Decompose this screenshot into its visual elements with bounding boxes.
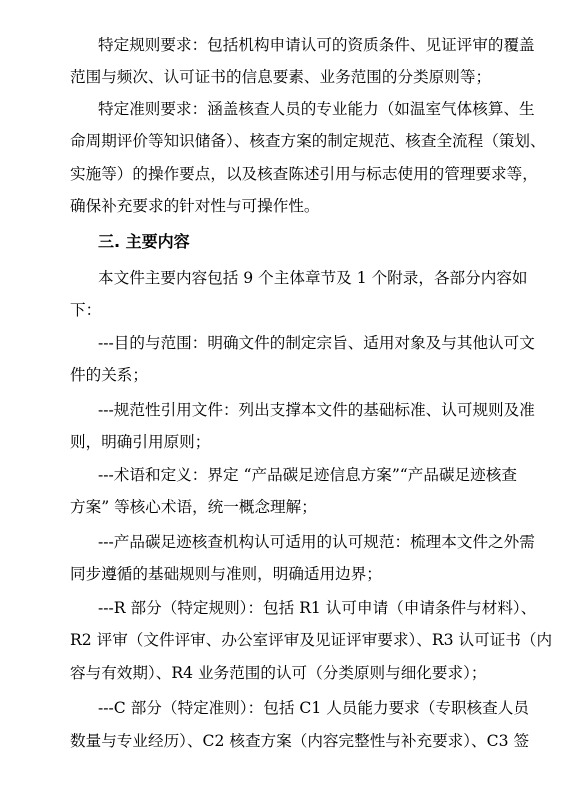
body-text-line: 命周期评价等知识储备）、核查方案的制定规范、核查全流程（策划、 bbox=[70, 132, 546, 150]
body-text-line: 特定准则要求：涵盖核查人员的专业能力（如温室气体核算、生 bbox=[98, 100, 535, 118]
body-text-line: 确保补充要求的针对性与可操作性。 bbox=[70, 197, 320, 215]
body-text-line: 本文件主要内容包括 9 个主体章节及 1 个附录，各部分内容如 bbox=[98, 269, 528, 287]
list-item-line: R2 评审（文件评审、办公室评审及见证评审要求）、R3 认可证书（内 bbox=[70, 631, 553, 649]
list-item-line: ---规范性引用文件：列出支撑本文件的基础标准、认可规则及准 bbox=[98, 401, 535, 419]
list-item-line: ---R 部分（特定规则）：包括 R1 认可申请（申请条件与材料）、 bbox=[98, 599, 537, 617]
list-item-line: ---目的与范围：明确文件的制定宗旨、适用对象及与其他认可文 bbox=[98, 334, 535, 352]
list-item-line: ---产品碳足迹核查机构认可适用的认可规范：梳理本文件之外需 bbox=[98, 533, 535, 551]
body-text-line: 下： bbox=[70, 301, 102, 319]
list-item-line: 方案” 等核心术语，统一概念理解； bbox=[70, 498, 317, 516]
list-item-line: 件的关系； bbox=[70, 366, 148, 384]
list-item-line: 则，明确引用原则； bbox=[70, 433, 211, 451]
section-heading: 三. 主要内容 bbox=[98, 232, 190, 251]
body-text-line: 实施等）的操作要点，以及核查陈述引用与标志使用的管理要求等， bbox=[70, 165, 538, 183]
list-item-line: ---C 部分（特定准则）：包括 C1 人员能力要求（专职核查人员 bbox=[98, 699, 529, 717]
list-item-line: 数量与专业经历）、C2 核查方案（内容完整性与补充要求）、C3 签 bbox=[70, 732, 530, 750]
list-item-line: ---术语和定义：界定 “产品碳足迹信息方案”“产品碳足迹核查 bbox=[98, 466, 517, 484]
list-item-line: 容与有效期）、R4 业务范围的认可（分类原则与细化要求）； bbox=[70, 664, 487, 682]
body-text-line: 范围与频次、认可证书的信息要素、业务范围的分类原则等； bbox=[70, 68, 492, 86]
list-item-line: 同步遵循的基础规则与准则，明确适用边界； bbox=[70, 565, 382, 583]
body-text-line: 特定规则要求：包括机构申请认可的资质条件、见证评审的覆盖 bbox=[98, 36, 535, 54]
